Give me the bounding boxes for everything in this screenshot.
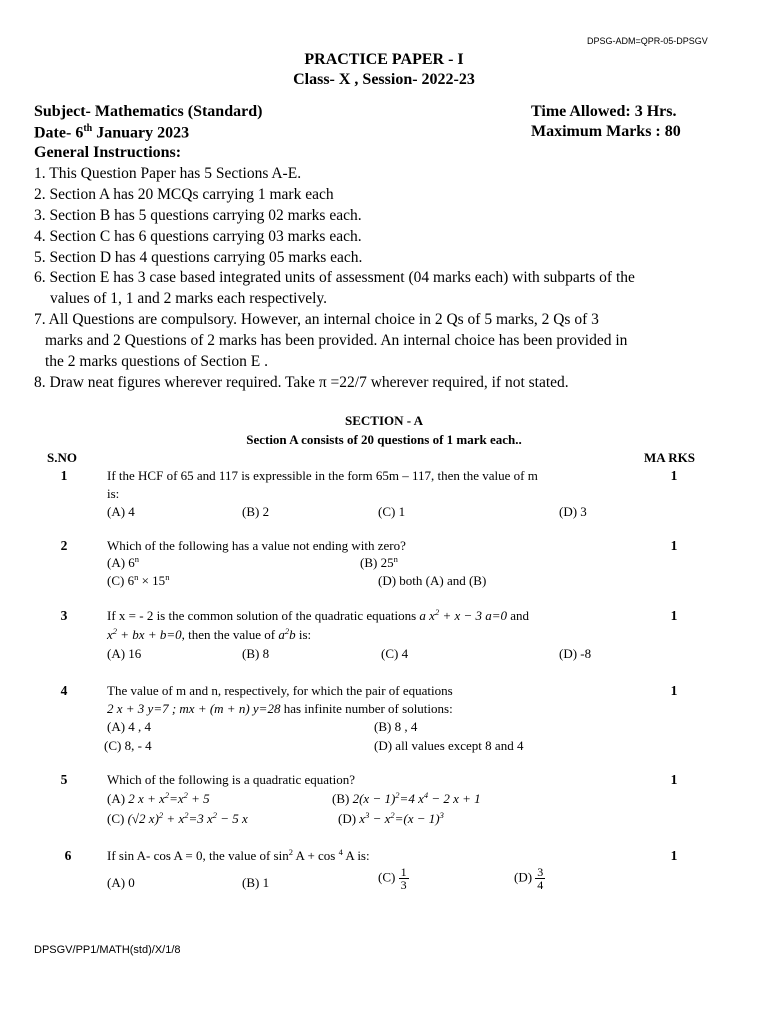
question-marks: 1 bbox=[670, 468, 678, 483]
paper-title: PRACTICE PAPER - I bbox=[304, 51, 464, 68]
section-description: Section A consists of 20 questions of 1 mark each.. bbox=[246, 432, 522, 447]
instruction-5: 5. Section D has 4 questions carrying 05 marks each. bbox=[34, 249, 363, 266]
option-a: (A) 2 $x + x^2=x^2 + 5$ bbox=[107, 790, 210, 806]
question-marks: 1 bbox=[670, 772, 678, 787]
document-code: DPSG-ADM=QPR-05-DPSGV bbox=[587, 36, 708, 46]
option-c: (C) 8, - 4 bbox=[104, 738, 152, 753]
column-sno: S.NO bbox=[47, 450, 77, 465]
equation: 2 x + 3 y=7 ; mx + (m + n) y=28 bbox=[107, 701, 281, 716]
maximum-marks: Maximum Marks : 80 bbox=[531, 123, 681, 140]
question-number: 5 bbox=[60, 772, 68, 787]
page-footer-code: DPSGV/PP1/MATH(std)/X/1/8 bbox=[34, 944, 181, 956]
question-text: If sin A- cos A = 0, the value of $\sin^2 A + \cos ^4$ A is: bbox=[107, 847, 370, 863]
option-c: (C) $6^n \times 15^n$ bbox=[107, 572, 170, 588]
option-c: (C) (√2 $x)^2 + x^2=3$ $x^2 - 5$ x bbox=[107, 810, 248, 826]
instruction-8: 8. Draw neat figures wherever required. Take π =22/7 wherever required, if not stated. bbox=[34, 374, 569, 391]
question-text-cont: $x^2$ + bx + b=0, then the value of $a^2b$ is: bbox=[107, 626, 312, 642]
instruction-1: 1. This Question Paper has 5 Sections A-E. bbox=[34, 165, 302, 182]
question-number: 6 bbox=[64, 848, 72, 863]
time-allowed: Time Allowed: 3 Hrs. bbox=[531, 103, 677, 120]
question-text-cont: is: bbox=[107, 486, 120, 501]
instruction-4: 4. Section C has 6 questions carrying 03 marks each. bbox=[34, 228, 362, 245]
option-d: (D) all values except 8 and 4 bbox=[374, 738, 524, 753]
column-marks: MA RKS bbox=[644, 450, 695, 465]
option-c: (C) 4 bbox=[381, 646, 409, 661]
question-text-cont: 2 x + 3 y=7 ; mx + (m + n) y=28 has infinite number of solutions: bbox=[107, 701, 453, 716]
option-a: (A) 6$^n$ bbox=[107, 554, 140, 570]
date-line: Date- 6th January 2023 bbox=[34, 123, 190, 142]
option-b: (B) 1 bbox=[242, 875, 270, 890]
instruction-7: 7. All Questions are compulsory. However, an internal choice in 2 Qs of 5 marks, 2 Qs of 3 bbox=[34, 311, 599, 328]
paper-subtitle: Class- X , Session- 2022-23 bbox=[293, 71, 475, 88]
equation: a $x^2 + x - 3$ a=0 bbox=[419, 607, 508, 623]
question-marks: 1 bbox=[670, 608, 678, 623]
option-d: (D) $x^3 - x^2=(x - 1)^3$ bbox=[338, 810, 444, 826]
question-text: The value of m and n, respectively, for which the pair of equations bbox=[107, 683, 453, 698]
section-title: SECTION - A bbox=[344, 413, 424, 428]
option-b: (B) 2 bbox=[242, 504, 270, 519]
question-text: Which of the following is a quadratic equation? bbox=[107, 772, 356, 787]
question-number: 1 bbox=[60, 468, 68, 483]
option-a: (A) 4 , 4 bbox=[107, 719, 152, 734]
question-text: If the HCF of 65 and 117 is expressible in the form 65m – 117, then the value of m bbox=[107, 468, 538, 483]
option-b: (B) 8 bbox=[242, 646, 270, 661]
option-b: (B) 25$^n$ bbox=[360, 554, 398, 570]
option-b: (B) $2(x - 1)^2=4$ $x^4 - 2$ x + 1 bbox=[332, 790, 481, 806]
instruction-2: 2. Section A has 20 MCQs carrying 1 mark each bbox=[34, 186, 334, 203]
instruction-6: 6. Section E has 3 case based integrated units of assessment (04 marks each) with subparts of the bbox=[34, 269, 635, 286]
instruction-6-cont: values of 1, 1 and 2 marks each respectively. bbox=[50, 290, 328, 307]
question-marks: 1 bbox=[670, 848, 678, 863]
option-d: (D) $\frac{3}{4}$ bbox=[514, 865, 544, 892]
question-number: 2 bbox=[60, 538, 68, 553]
question-marks: 1 bbox=[670, 683, 678, 698]
question-number: 3 bbox=[60, 608, 68, 623]
instruction-7-cont: marks and 2 Questions of 2 marks has been provided. An internal choice has been provided in bbox=[45, 332, 628, 349]
option-b: (B) 8 , 4 bbox=[374, 719, 418, 734]
subject-line: Subject- Mathematics (Standard) bbox=[34, 103, 263, 120]
option-c: (C) 1 bbox=[378, 504, 406, 519]
instructions-heading: General Instructions: bbox=[34, 144, 182, 161]
option-c: (C) $\frac{1}{3}$ bbox=[378, 865, 407, 892]
question-marks: 1 bbox=[670, 538, 678, 553]
option-d: (D) 3 bbox=[559, 504, 587, 519]
option-a: (A) 4 bbox=[107, 504, 135, 519]
question-number: 4 bbox=[60, 683, 68, 698]
instruction-3: 3. Section B has 5 questions carrying 02 marks each. bbox=[34, 207, 362, 224]
option-a: (A) 16 bbox=[107, 646, 142, 661]
fraction: $\frac{1}{3}$ bbox=[400, 865, 407, 892]
equation: $x^2$ + bx + b=0, bbox=[107, 626, 185, 642]
option-a: (A) 0 bbox=[107, 875, 135, 890]
instruction-7-cont-2: the 2 marks questions of Section E . bbox=[45, 353, 268, 370]
question-text: Which of the following has a value not ending with zero? bbox=[107, 538, 406, 553]
option-d: (D) both (A) and (B) bbox=[378, 573, 487, 588]
fraction: $\frac{3}{4}$ bbox=[537, 865, 544, 892]
question-text: If x = - 2 is the common solution of the quadratic equations a $x^2 + x - 3$ a=0 and bbox=[107, 607, 530, 623]
option-d: (D) -8 bbox=[559, 646, 592, 661]
